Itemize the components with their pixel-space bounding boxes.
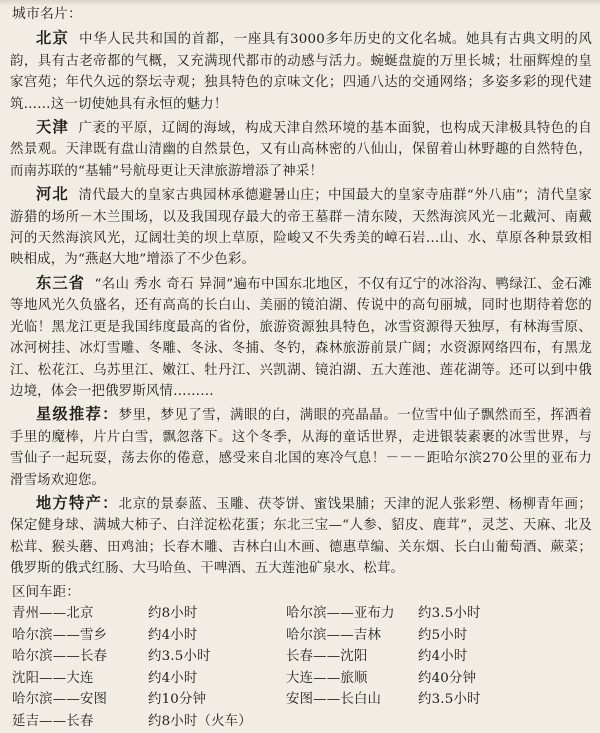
section-heading: 天津 bbox=[36, 118, 69, 137]
route: 大连——旅顺 bbox=[286, 670, 368, 686]
section-heading: 河北 bbox=[36, 185, 69, 204]
route: 延吉——长春 bbox=[12, 713, 94, 729]
duration bbox=[418, 711, 578, 733]
page-title: 城市名片： bbox=[12, 6, 82, 22]
duration: 约4小时 bbox=[148, 627, 198, 643]
route: 哈尔滨——安图 bbox=[12, 692, 108, 708]
section-heading: 地方特产： bbox=[36, 493, 119, 512]
document-page bbox=[10, 4, 592, 733]
duration: 约10分钟 bbox=[148, 692, 207, 708]
distance-row bbox=[10, 689, 592, 711]
section-text: 北京的景泰蓝、玉雕、茯苓饼、蜜饯果脯；天津的泥人张彩塑、杨柳青年画；保定健身球、满城大柿子、白洋淀松花蛋；东北三宝—“人参、貂皮、鹿茸”，灵芝、天麻、北及松茸、猴头蘑、田鸡油；长春木雕、吉林白山木画、德惠草编、关东烟、长白山葡萄酒、蕨菜；俄罗斯的俄式红肠、大马哈鱼、干啤酒、五大莲池矿泉水、松茸。 bbox=[10, 496, 592, 577]
duration: 约3.5小时 bbox=[148, 649, 211, 665]
section-tianjin bbox=[10, 117, 592, 182]
route bbox=[286, 711, 418, 733]
duration: 约40分钟 bbox=[418, 670, 477, 686]
section-hebei bbox=[10, 184, 592, 271]
section-northeast bbox=[10, 273, 592, 402]
route: 哈尔滨——亚布力 bbox=[286, 605, 395, 621]
route: 哈尔滨——雪乡 bbox=[12, 627, 108, 643]
duration: 约3.5小时 bbox=[418, 692, 481, 708]
distance-row bbox=[10, 625, 592, 647]
duration: 约5小时 bbox=[418, 627, 468, 643]
route: 青州——北京 bbox=[12, 605, 94, 621]
duration: 约8小时（火车） bbox=[148, 713, 252, 729]
route: 哈尔滨——长春 bbox=[12, 649, 108, 665]
distance-table bbox=[10, 603, 592, 733]
section-text: 中华人民共和国的首都，一座具有3000多年历史的文化名城。她具有古典文明的风韵，具有古老帝都的气概，又充满现代都市的动感与活力。蜿蜒盘旋的万里长城；壮丽辉煌的皇家宫苑；年代久远的祭坛寺观；独具特色的京味文化；四通八达的交通网络；多姿多彩的现代建筑……这一切使她具有永恒的魅力！ bbox=[10, 32, 592, 112]
distance-title: 区间车距： bbox=[12, 584, 80, 600]
distance-row bbox=[10, 603, 592, 625]
section-text: “名山 秀水 奇石 异洞”遍布中国东北地区，不仅有辽宁的冰浴沟、鸭绿江、金石滩等地风光久负盛名，还有高高的长白山、美丽的镜泊湖、传说中的高句丽城，同时也期待着您的光临！黑龙江更是我国纬度最高的省份，旅游资源独具特色，冰雪资源得天独厚，有林海雪原、冰河树挂、冰灯雪雕、冬雕、冬泳、冬捕、冬钓，森林旅游前景广阔；水资源网络四布，有黑龙江、松花江、乌苏里江、嫩江、牡丹江、兴凯湖、镜泊湖、五大莲池、莲花湖等。还可以到中俄边境，体会一把俄罗斯风情……… bbox=[10, 276, 593, 399]
duration: 约4小时 bbox=[418, 649, 468, 665]
section-beijing bbox=[10, 28, 592, 115]
distance-row bbox=[10, 711, 592, 733]
section-heading: 北京 bbox=[36, 29, 70, 48]
section-local-specialties bbox=[10, 493, 592, 580]
section-text: 广袤的平原，辽阔的海域，构成天津自然环境的基本面貌，也构成天津极具特色的自然景观。天津既有盘山清幽的自然景色，又有山高林密的八仙山，保留着山林野趣的自然特色，而南苏联的“基辅”号航母更让天津旅游增添了神采！ bbox=[10, 121, 592, 179]
duration: 约8小时 bbox=[148, 605, 198, 621]
distance-row bbox=[10, 668, 592, 690]
route: 沈阳——大连 bbox=[12, 670, 94, 686]
section-text: 梦里，梦见了雪，满眼的白，满眼的亮晶晶。一位雪中仙子飘然而至，挥洒着手里的魔棒，片片白雪，飘忽落下。这个冬季，从海的童话世界，走进银装素裹的冰雪世界，与雪仙子一起玩耍，荡去你的倦意，感受来自北国的寒冷气息！－－－距哈尔滨270公里的亚布力滑雪场欢迎您。 bbox=[10, 408, 592, 488]
duration: 约3.5小时 bbox=[418, 605, 481, 621]
duration: 约4小时 bbox=[148, 670, 198, 686]
section-star-recommend bbox=[10, 404, 592, 491]
route: 安图——长白山 bbox=[286, 692, 382, 708]
route: 长春——沈阳 bbox=[286, 649, 368, 665]
section-heading: 星级推荐： bbox=[36, 405, 119, 424]
distance-row bbox=[10, 646, 592, 668]
route: 哈尔滨——吉林 bbox=[286, 627, 382, 643]
section-heading: 东三省 bbox=[36, 273, 86, 292]
section-text: 清代最大的皇家古典园林承德避暑山庄；中国最大的皇家寺庙群“外八庙”；清代皇家游猎的场所－木兰围场，以及我国现存最大的帝王墓群－清东陵，天然海滨风光－北戴河、南戴河的天然海滨风光，辽阔壮美的坝上草原，险峻又不失秀美的嶂石岩…山、水、草原各种景致相映相成，为“燕赵大地”增添了不少色彩。 bbox=[10, 188, 592, 268]
